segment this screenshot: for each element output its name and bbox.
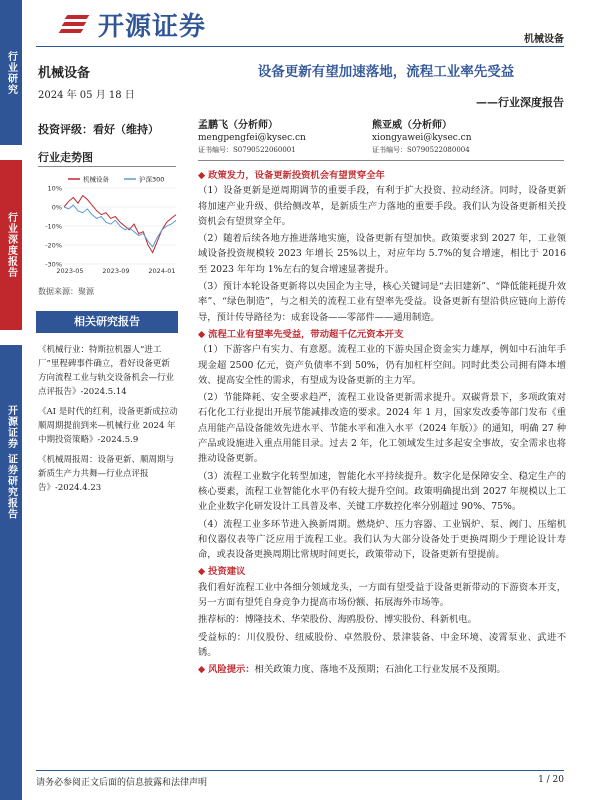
related-report-item[interactable]: 《机械周报周：设备更新、顺周期与新质生产力共舞—行业点评报告》-2024.4.23 [38, 455, 175, 493]
x-tick-label: 2023-05 [56, 267, 84, 275]
analyst-email[interactable]: mengpengfei@kysec.cn [198, 133, 306, 143]
body-paragraph: （1）下游客户有实力、有意愿。流程工业的下游央国企资金实力雄厚，例如中石油年手现金超 2500 亿元，资产负债率不到 50%，仍有加杠杆空间。同时此类公司拥有降本增效、提高安全性的需求，有望成为设备更新的主力军。 [198, 344, 566, 386]
header-divider [36, 46, 564, 47]
logo-mark-icon [58, 13, 92, 37]
page-number: 1 / 20 [538, 775, 564, 785]
body-paragraph: （4）流程工业多环节进入换新周期。燃烧炉、压力容器、工业锅炉、泵、阀门、压缩机和仪器仪表等广泛应用于流程工业。我们认为大部分设备处于更换周期少于理论设计寿命，或表设备更换周期比常规时间更长，政策带动下，设备更新有望提前。 [198, 518, 566, 561]
related-report-item[interactable]: 《AI 是时代的红利，设备更新成拉动顺周期提前到来—机械行业 2024 年中期投资策略》-2024.5.9 [38, 407, 178, 445]
brand-logo [58, 6, 206, 43]
analyst-cert: 证书编号：S0790522060001 [198, 146, 296, 154]
diamond-bullet-icon: ◆ [198, 170, 206, 181]
x-tick-label: 2023-09 [102, 267, 130, 275]
related-reports-title: 相关研究报告 [36, 311, 178, 333]
body-paragraph: （1）设备更新是逆周期调节的重要手段，有利于扩大投资、拉动经济。同时，设备更新将加速产业升级、供给侧改革，是新质生产力落地的重要手段。我们认为设备更新相关投资机会有望贯穿全年。 [198, 185, 566, 227]
y-tick-label: -30% [45, 260, 62, 269]
related-reports-list [38, 343, 178, 501]
analyst-cert: 证书编号：S0790522080004 [372, 146, 470, 154]
report-date: 2024 年 05 月 18 日 [38, 90, 135, 101]
analyst-name: 孟鹏飞（分析师） [198, 120, 278, 131]
analyst-email[interactable]: xiongyawei@kysec.cn [372, 133, 472, 143]
beneficiary-stocks: 受益标的：川仪股份、纽威股份、卓然股份、景津装备、中金环境、凌霄泵业、武进不锈。 [198, 631, 566, 658]
x-tick-label: 2024-01 [148, 267, 176, 275]
section-heading: ◆ 政策发力，设备更新投资机会有望贯穿全年 [198, 170, 385, 181]
recommended-stocks: 推荐标的：博隆技术、华荣股份、海鸥股份、博实股份、科新机电。 [198, 614, 477, 626]
diamond-bullet-icon: ◆ [198, 664, 206, 676]
related-report-item[interactable]: 《机械行业：特斯拉机器人“进工厂”里程碑事件确立，看好设备更新方向流程工业与轨交设备机会—行业点评报告》-2024.5.14 [38, 345, 175, 397]
y-tick-label: -10% [45, 222, 62, 231]
footer-divider [36, 770, 564, 771]
report-title: 设备更新有望加速落地，流程工业率先受益 [257, 64, 515, 80]
legend-label: 机械设备 [83, 175, 109, 184]
trend-divider [38, 166, 176, 167]
footer-disclaimer[interactable]: 请务必参阅正文后面的信息披露和法律声明 [36, 778, 208, 788]
legend-label: 沪深300 [139, 175, 165, 184]
body-paragraph: （2）随着后续各地方推进落地实施，设备更新有望加快。政策要求到 2027 年，工业领域设备投资规模较 2023 年增长 25%以上，对应年均 5.7%的复合增速，相比于 2016 至 2023 年年均 1%左右的复合增速显著提升。 [198, 233, 566, 275]
header-category: 机械设备 [524, 34, 564, 45]
y-tick-label: 10% [47, 184, 62, 193]
section-heading: ◆ 流程工业有望率先受益，带动超千亿元资本开支 [198, 328, 404, 340]
y-tick-label: -20% [45, 241, 62, 250]
chart-source: 数据来源：聚源 [38, 287, 94, 296]
risk-warning: ◆ 风险提示：相关政策力度、落地不及预期；石油化工行业发展不及预期。 [198, 664, 506, 676]
section-heading: ◆ 投资建议 [198, 566, 246, 578]
investment-rating: 投资评级：看好（维持） [38, 123, 159, 136]
analyst-card [198, 120, 306, 156]
analyst-divider [198, 160, 564, 161]
trend-chart-title: 行业走势图 [38, 151, 93, 164]
sidebar-tab-industry-research: 行业研究 [0, 0, 22, 145]
series-line-machinery [64, 196, 176, 253]
body-paragraph: （2）节能降耗、安全要求趋严，流程工业设备更新需求提升。双碳背景下，多项政策对石化化工行业提出开展节能减排改造的要求。2024 年 1 月，国家发改委等部门发布《重点用能产品设备能效先进水平、节能水平和准入水平（2024 年版）》的通知，明确 27 种产品或设施进入重点用能目录。过去 2 年，化工领域发生过多起安全事故，安全需求也将推动设备更新。 [198, 392, 566, 465]
analyst-card [372, 120, 472, 156]
report-subtitle: ——行业深度报告 [476, 96, 564, 109]
diamond-bullet-icon: ◆ [198, 566, 206, 578]
trend-chart [36, 172, 180, 280]
y-tick-label: 0% [51, 203, 62, 212]
diamond-bullet-icon: ◆ [198, 328, 206, 340]
body-paragraph: 我们看好流程工业中各细分领域龙头，一方面有望受益于设备更新带动的下游资本开支，另一方面有望凭自身竞争力提高市场份额、拓展海外市场等。 [198, 581, 566, 609]
industry-label: 机械设备 [38, 66, 91, 81]
sidebar-tab-report-type: 行业深度报告 [0, 160, 22, 330]
sidebar-tab-brand: 开源证券 证券研究报告 [0, 345, 22, 800]
logo-text: 开源证券 [98, 12, 207, 42]
body-paragraph: （3）预计本轮设备更新将以央国企为主导，核心关键词是“去旧建新”、“降低能耗提升效率”、“绿色制造”，与之相关的流程工业有望率先受益。设备更新有望沿供应链向上游传导，预计传导路径为：成套设备——零部件——通用制造。 [198, 281, 566, 323]
body-paragraph: （3）流程工业数字化转型加速，智能化水平持续提升。数字化是保障安全、稳定生产的核心要素，流程工业智能化水平仍有较大提升空间。政策明确提出到 2027 年规模以上工业企业数字化研发设计工具普及率、关键工序数控化率分别超过 90%、75%。 [198, 470, 566, 513]
report-body [198, 166, 566, 680]
analyst-name: 熊亚威（分析师） [372, 120, 452, 131]
